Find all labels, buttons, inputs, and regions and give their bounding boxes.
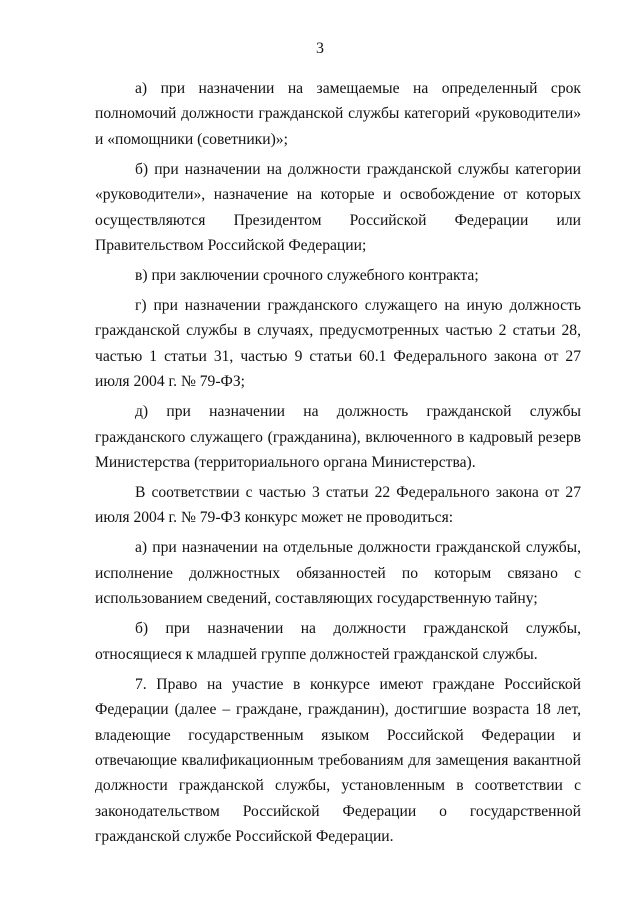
paragraph-b-president-government: б) при назначении на должности гражданской службы категории «руководители», назначение на которые и освобождение от которых осуществляются Президентом Российской Федерации или Правительством Российской Федерации; — [95, 160, 581, 255]
paragraph-a-state-secret: а) при назначении на отдельные должности гражданской службы, исполнение должностных обязанностей по которым связано с использованием сведений, составляющих государственную тайну; — [95, 539, 581, 608]
paragraph-d-personnel-reserve: д) при назначении на должность гражданской службы гражданского служащего (гражданина), включенного в кадровый резерв Министерства (территориального органа Министерства). — [95, 403, 581, 472]
paragraph-v-fixed-contract: в) при заключении срочного служебного контракта; — [135, 267, 479, 285]
document-body — [95, 76, 581, 850]
paragraph-b-junior-group: б) при назначении на должности гражданской службы, относящиеся к младшей группе должностей гражданской службы. — [95, 620, 581, 663]
paragraph-g-other-position: г) при назначении гражданского служащего на иную должность гражданской службы в случаях, предусмотренных частью 2 статьи 28, частью 1 статьи 31, частью 9 статьи 60.1 Федерального закона от 27 июля 2004 г. № 79-ФЗ; — [95, 297, 581, 391]
page-number: 3 — [316, 40, 324, 57]
paragraph-7-right-to-participate: 7. Право на участие в конкурсе имеют граждане Российской Федерации (далее – граждане, гражданин), достигшие возраста 18 лет, владеющие государственным языком Российской Федерации и отвечающие квалификационным требованиям для замещения вакантной должности гражданской службы, установленным в соответствии с законодательством Российской Федерации о государственной гражданской службе Российской Федерации. — [95, 675, 581, 846]
paragraph-competition-may-not-be-held: В соответствии с частью 3 статьи 22 Федерального закона от 27 июля 2004 г. № 79-ФЗ конкурс может не проводиться: — [95, 484, 581, 527]
paragraph-a-fixed-term: а) при назначении на замещаемые на определенный срок полномочий должности гражданской службы категорий «руководители» и «помощники (советники)»; — [95, 80, 581, 148]
